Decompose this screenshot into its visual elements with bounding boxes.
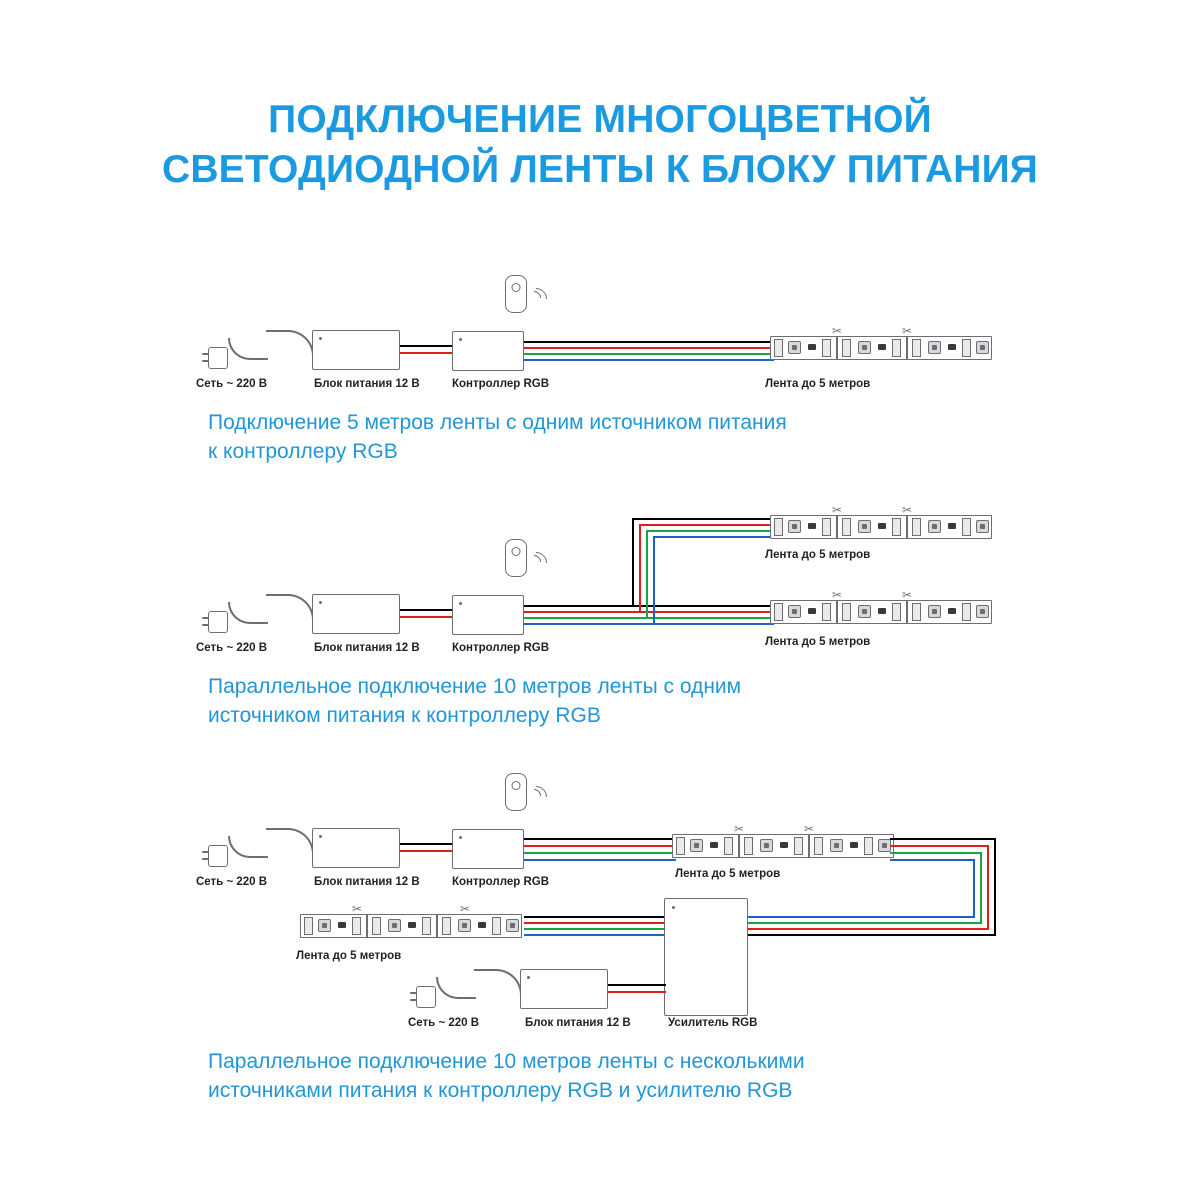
label-amplifier-3: Усилитель RGB — [668, 1017, 758, 1029]
label-strip-3-lower: Лента до 5 метров — [296, 950, 402, 962]
mains-cable-3 — [228, 836, 268, 858]
wire-out-blue-1 — [524, 359, 774, 361]
cut-mark-icon — [832, 325, 842, 337]
wire-return-green-3 — [890, 852, 982, 854]
wire-riser-black-2 — [632, 518, 634, 606]
cut-mark-icon — [902, 504, 912, 516]
wire-ampout-red-3 — [524, 922, 664, 924]
remote-control-3 — [505, 773, 527, 811]
scheme-1-caption-line-1: Подключение 5 метров ленты с одним источником питания — [208, 411, 787, 434]
scheme-2-caption-line-1: Параллельное подключение 10 метров ленты с одним — [208, 675, 742, 698]
power-supply-1 — [312, 330, 400, 370]
wire-top-blue-2 — [653, 536, 774, 538]
wire-out-red-2 — [524, 611, 774, 613]
wire-top-red-2 — [639, 524, 774, 526]
wire-black-2 — [400, 609, 452, 611]
wire-amp-in-green-3 — [748, 922, 982, 924]
led-strip-2-lower — [770, 597, 992, 627]
label-psu-3: Блок питания 12 В — [314, 876, 420, 888]
label-mains-3: Сеть ~ 220 В — [196, 876, 268, 888]
label-strip-2-upper: Лента до 5 метров — [765, 549, 871, 561]
mains-plug-icon-2 — [202, 611, 228, 633]
wire-amp-in-black-3 — [748, 934, 996, 936]
mains-cable-4 — [436, 977, 476, 999]
cut-mark-icon — [832, 504, 842, 516]
wire-ampout-blue-3 — [524, 934, 664, 936]
mains-cable-1b — [266, 330, 314, 356]
power-supply-4 — [520, 969, 608, 1009]
wire-black-4 — [608, 984, 666, 986]
wire-amp-in-blue-3 — [748, 916, 975, 918]
rgb-amplifier-3 — [664, 898, 748, 1016]
page-title-line-2: СВЕТОДИОДНОЙ ЛЕНТЫ К БЛОКУ ПИТАНИЯ — [161, 148, 1039, 191]
label-psu-1: Блок питания 12 В — [314, 378, 420, 390]
wire-black-1 — [400, 345, 452, 347]
wire-riser-blue-2 — [653, 536, 655, 624]
scheme-2-caption-line-2: источником питания к контроллеру RGB — [208, 704, 601, 727]
wire-out-blue-2 — [524, 623, 774, 625]
wire-riser-red-2 — [639, 524, 641, 612]
scheme-3-caption-line-1: Параллельное подключение 10 метров ленты с несколькими — [208, 1050, 805, 1073]
rgb-controller-1 — [452, 331, 524, 371]
wire-red-3 — [400, 850, 452, 852]
wire-out-red-1 — [524, 347, 774, 349]
scheme-1-caption — [208, 408, 1028, 466]
remote-control-2 — [505, 539, 527, 577]
wire-return-riser-green-3 — [980, 852, 982, 924]
wire-ampout-green-3 — [524, 928, 664, 930]
label-mains-1: Сеть ~ 220 В — [196, 378, 268, 390]
label-controller-2: Контроллер RGB — [452, 642, 550, 654]
label-strip-2-lower: Лента до 5 метров — [765, 636, 871, 648]
mains-cable-3b — [266, 828, 314, 854]
remote-control-1 — [505, 275, 527, 313]
mains-cable-1 — [228, 338, 268, 360]
mains-plug-icon-1 — [202, 347, 228, 369]
scheme-3-caption — [208, 1047, 1068, 1105]
wire-return-red-3 — [890, 845, 989, 847]
wire-amp-in-red-3 — [748, 928, 989, 930]
scheme-2-caption — [208, 672, 1028, 730]
rgb-controller-2 — [452, 595, 524, 635]
led-strip-3-lower — [300, 911, 522, 941]
wire-riser-green-2 — [646, 530, 648, 618]
label-controller-1: Контроллер RGB — [452, 378, 550, 390]
wire-return-blue-3 — [890, 859, 975, 861]
label-mains-4: Сеть ~ 220 В — [408, 1017, 480, 1029]
wire-red-4 — [608, 991, 666, 993]
wire-top-green-2 — [646, 530, 774, 532]
cut-mark-icon — [352, 903, 362, 915]
label-psu-2: Блок питания 12 В — [314, 642, 420, 654]
wire-return-riser-black-3 — [994, 838, 996, 936]
page-title-line-1: ПОДКЛЮЧЕНИЕ МНОГОЦВЕТНОЙ — [268, 98, 932, 141]
wire-out-green-1 — [524, 353, 774, 355]
wire-red-1 — [400, 352, 452, 354]
wire-black-3 — [400, 843, 452, 845]
label-strip-1: Лента до 5 метров — [765, 378, 871, 390]
wire-out-red-3 — [524, 845, 676, 847]
wire-out-green-2 — [524, 617, 774, 619]
wire-return-riser-red-3 — [987, 845, 989, 930]
wire-out-black-1 — [524, 341, 774, 343]
cut-mark-icon — [734, 823, 744, 835]
cut-mark-icon — [832, 589, 842, 601]
wire-red-2 — [400, 616, 452, 618]
scheme-3-caption-line-2: источниками питания к контроллеру RGB и усилителю RGB — [208, 1079, 793, 1102]
label-psu-4: Блок питания 12 В — [525, 1017, 631, 1029]
wire-out-green-3 — [524, 852, 676, 854]
wire-return-black-3 — [890, 838, 996, 840]
label-controller-3: Контроллер RGB — [452, 876, 550, 888]
mains-plug-icon-3 — [202, 845, 228, 867]
led-strip-1 — [770, 333, 992, 363]
page-title — [0, 95, 1200, 195]
cut-mark-icon — [902, 589, 912, 601]
cut-mark-icon — [902, 325, 912, 337]
power-supply-2 — [312, 594, 400, 634]
mains-plug-icon-4 — [410, 986, 436, 1008]
wire-out-black-3 — [524, 838, 676, 840]
wire-top-black-2 — [632, 518, 774, 520]
rgb-controller-3 — [452, 829, 524, 869]
wire-return-riser-blue-3 — [973, 859, 975, 918]
label-mains-2: Сеть ~ 220 В — [196, 642, 268, 654]
led-strip-2-upper — [770, 512, 992, 542]
cut-mark-icon — [460, 903, 470, 915]
led-strip-3-upper — [672, 831, 894, 861]
mains-cable-2 — [228, 602, 268, 624]
mains-cable-4b — [474, 969, 522, 995]
scheme-1-caption-line-2: к контроллеру RGB — [208, 440, 398, 463]
label-strip-3-upper: Лента до 5 метров — [675, 868, 781, 880]
mains-cable-2b — [266, 594, 314, 620]
cut-mark-icon — [804, 823, 814, 835]
wire-out-blue-3 — [524, 859, 676, 861]
wire-out-black-2 — [524, 605, 774, 607]
wire-ampout-black-3 — [524, 916, 664, 918]
power-supply-3 — [312, 828, 400, 868]
